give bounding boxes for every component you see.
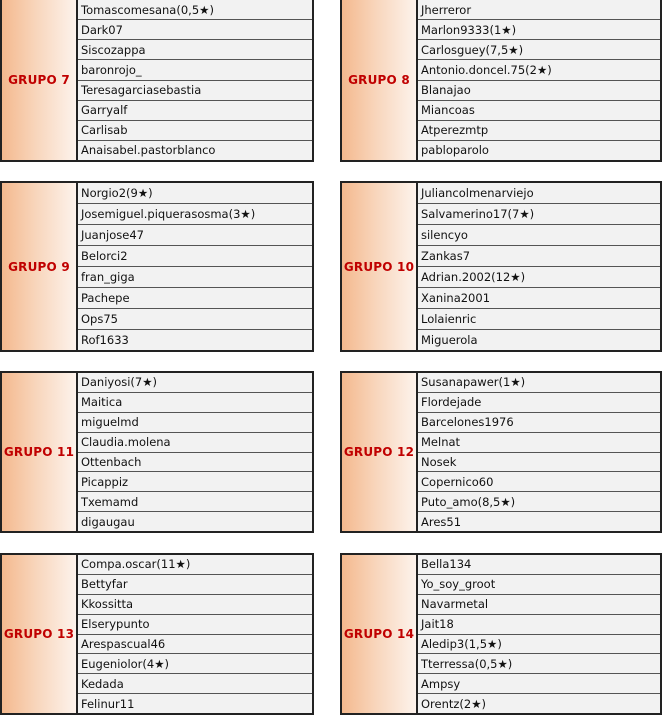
member-row: Picappiz (78, 471, 312, 491)
member-row: Juliancolmenarviejo (418, 183, 660, 203)
member-row: Jait18 (418, 614, 660, 634)
member-row: Lolaienric (418, 308, 660, 329)
member-row: Barcelones1976 (418, 412, 660, 432)
member-row: Pachepe (78, 287, 312, 308)
member-row: Blanajao (418, 80, 660, 100)
member-row: digaugau (78, 511, 312, 531)
group-11-table (0, 371, 314, 533)
group-label-cell (0, 183, 78, 350)
group-label-cell (0, 555, 78, 713)
group-names (418, 555, 662, 713)
member-row: Adrian.2002(12★) (418, 266, 660, 287)
member-row: miguelmd (78, 412, 312, 432)
member-row: Jherreror (418, 0, 660, 19)
member-row: pabloparolo (418, 140, 660, 160)
member-row: Kedada (78, 673, 312, 693)
group-label-cell (340, 373, 418, 531)
member-row: Carlisab (78, 120, 312, 140)
member-row: Felinur11 (78, 693, 312, 713)
member-row: Anaisabel.pastorblanco (78, 140, 312, 160)
member-row: Zankas7 (418, 245, 660, 266)
member-row: Nosek (418, 452, 660, 472)
member-row: Tomascomesana(0,5★) (78, 0, 312, 19)
member-row: Juanjose47 (78, 224, 312, 245)
member-row: Dark07 (78, 19, 312, 39)
group-label: GRUPO 7 (8, 73, 70, 87)
member-row: Aledip3(1,5★) (418, 634, 660, 654)
member-row: Salvamerino17(7★) (418, 203, 660, 224)
member-row: Xanina2001 (418, 287, 660, 308)
member-row: Copernico60 (418, 471, 660, 491)
member-row: Txemamd (78, 491, 312, 511)
member-row: Ampsy (418, 673, 660, 693)
group-label: GRUPO 11 (3, 445, 75, 459)
member-row: Eugeniolor(4★) (78, 653, 312, 673)
group-names (418, 373, 662, 531)
member-row: Puto_amo(8,5★) (418, 491, 660, 511)
member-row: fran_giga (78, 266, 312, 287)
group-names (78, 373, 314, 531)
member-row: Josemiguel.piquerasosma(3★) (78, 203, 312, 224)
group-12-table (340, 371, 662, 533)
group-names (78, 0, 314, 160)
group-label: GRUPO 12 (343, 445, 415, 459)
group-label: GRUPO 14 (343, 627, 415, 641)
group-label: GRUPO 8 (348, 73, 410, 87)
group-label: GRUPO 10 (343, 259, 415, 274)
member-row: Marlon9333(1★) (418, 19, 660, 39)
member-row: Navarmetal (418, 594, 660, 614)
group-names (418, 0, 662, 160)
member-row: Arespascual46 (78, 634, 312, 654)
member-row: Orentz(2★) (418, 693, 660, 713)
member-row: Bella134 (418, 555, 660, 574)
group-label-cell (340, 555, 418, 713)
member-row: Ops75 (78, 308, 312, 329)
group-names (78, 555, 314, 713)
member-row: Ares51 (418, 511, 660, 531)
member-row: Atperezmtp (418, 120, 660, 140)
group-names (78, 183, 314, 350)
group-names (418, 183, 662, 350)
member-row: Garryalf (78, 100, 312, 120)
group-label: GRUPO 13 (3, 627, 75, 641)
group-7-table (0, 0, 314, 162)
member-row: Miancoas (418, 100, 660, 120)
member-row: Rof1633 (78, 329, 312, 350)
group-label: GRUPO 9 (8, 259, 70, 274)
member-row: Kkossitta (78, 594, 312, 614)
group-8-table (340, 0, 662, 162)
member-row: Claudia.molena (78, 432, 312, 452)
member-row: Flordejade (418, 392, 660, 412)
member-row: Susanapawer(1★) (418, 373, 660, 392)
member-row: baronrojo_ (78, 59, 312, 79)
member-row: Carlosguey(7,5★) (418, 39, 660, 59)
member-row: Siscozappa (78, 39, 312, 59)
member-row: Antonio.doncel.75(2★) (418, 59, 660, 79)
group-10-table (340, 181, 662, 352)
member-row: silencyo (418, 224, 660, 245)
group-9-table (0, 181, 314, 352)
member-row: Belorci2 (78, 245, 312, 266)
member-row: Bettyfar (78, 574, 312, 594)
member-row: Tterressa(0,5★) (418, 653, 660, 673)
group-label-cell (340, 0, 418, 160)
group-14-table (340, 553, 662, 715)
member-row: Elserypunto (78, 614, 312, 634)
group-13-table (0, 553, 314, 715)
member-row: Norgio2(9★) (78, 183, 312, 203)
group-label-cell (340, 183, 418, 350)
group-label-cell (0, 373, 78, 531)
member-row: Melnat (418, 432, 660, 452)
member-row: Ottenbach (78, 452, 312, 472)
member-row: Daniyosi(7★) (78, 373, 312, 392)
member-row: Compa.oscar(11★) (78, 555, 312, 574)
member-row: Maitica (78, 392, 312, 412)
member-row: Yo_soy_groot (418, 574, 660, 594)
group-label-cell (0, 0, 78, 160)
member-row: Miguerola (418, 329, 660, 350)
member-row: Teresagarciasebastia (78, 80, 312, 100)
